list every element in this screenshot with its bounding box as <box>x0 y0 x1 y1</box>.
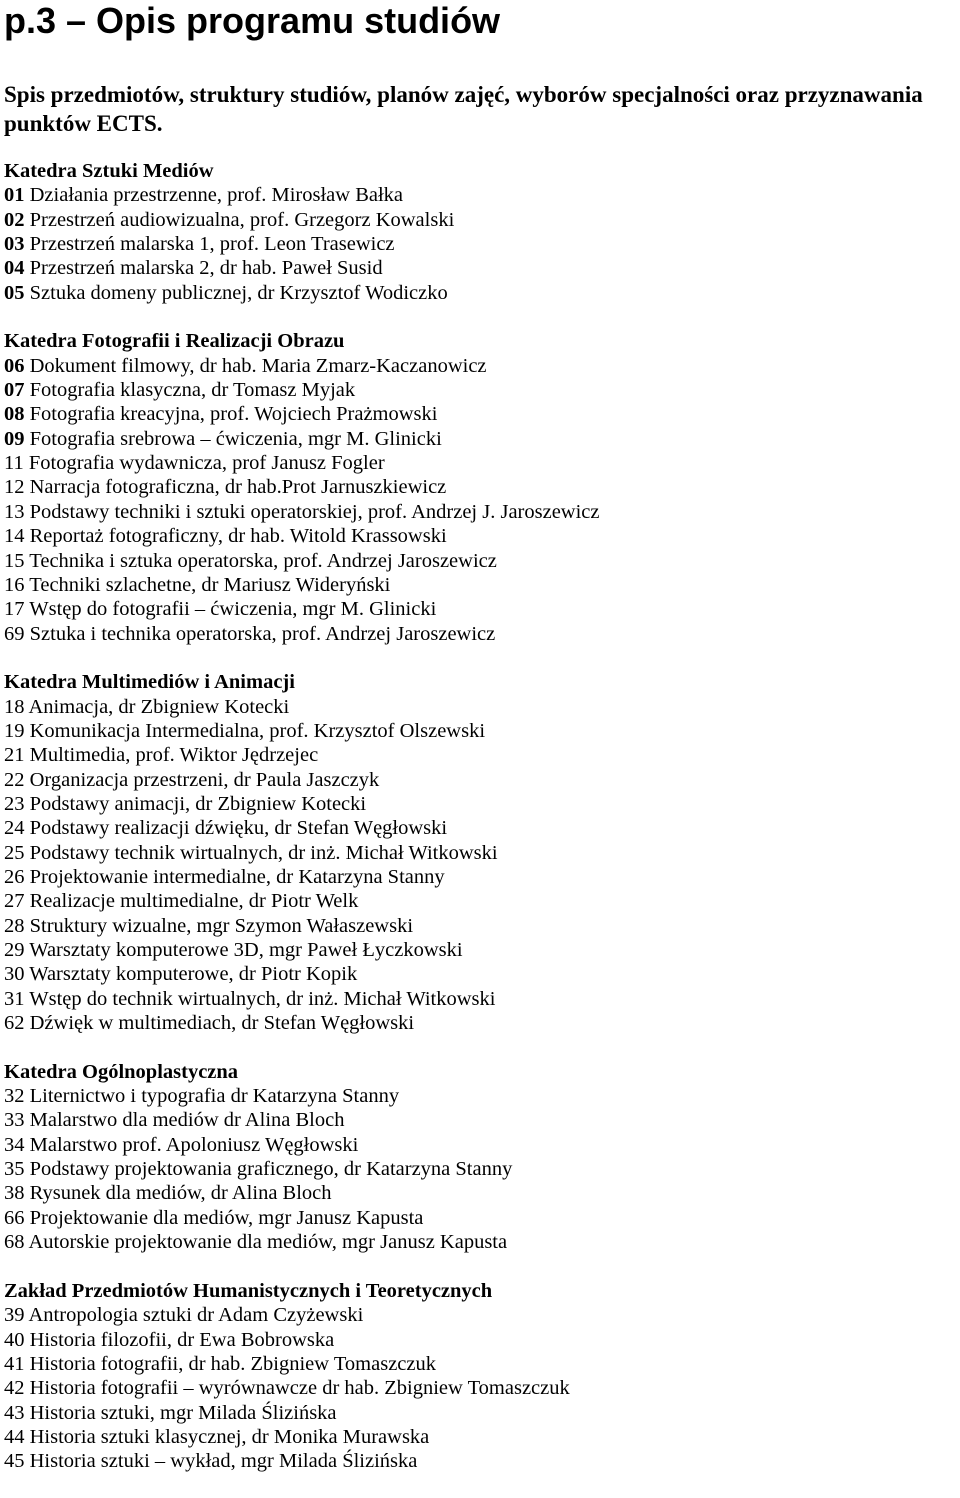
course-text: Podstawy animacji, dr Zbigniew Kotecki <box>24 792 367 815</box>
course-number: 13 <box>4 500 25 523</box>
course-item <box>4 549 959 573</box>
department-title: Zakład Przedmiotów Humanistycznych i Teoretycznych <box>4 1279 493 1302</box>
course-item <box>4 500 959 524</box>
course-number: 26 <box>4 865 25 888</box>
course-number: 30 <box>4 963 25 986</box>
course-number: 31 <box>4 987 25 1010</box>
course-item <box>4 1352 959 1376</box>
department-ogolnoplastyczna <box>4 1060 959 1255</box>
course-text: Animacja, dr Zbigniew Kotecki <box>24 695 290 718</box>
department-title: Katedra Multimediów i Animacji <box>4 671 295 694</box>
course-number: 15 <box>4 549 25 572</box>
department-fotografii <box>4 329 959 645</box>
course-number: 23 <box>4 792 25 815</box>
course-number: 06 <box>4 354 25 377</box>
course-number: 32 <box>4 1085 25 1108</box>
course-number: 38 <box>4 1182 25 1205</box>
department-title: Katedra Fotografii i Realizacji Obrazu <box>4 330 345 353</box>
course-text: Podstawy realizacji dźwięku, dr Stefan Węgłowski <box>24 817 448 840</box>
course-item <box>4 1084 959 1108</box>
course-text: Rysunek dla mediów, dr Alina Bloch <box>24 1182 332 1205</box>
course-text: Autorskie projektowanie dla mediów, mgr Janusz Kapusta <box>24 1231 508 1254</box>
course-text: Historia sztuki, mgr Milada Ślizińska <box>24 1401 337 1424</box>
course-item <box>4 597 959 621</box>
course-number: 27 <box>4 890 25 913</box>
course-text: Reportaż fotograficzny, dr hab. Witold Krassowski <box>24 525 447 548</box>
course-number: 42 <box>4 1377 25 1400</box>
department-multimediow <box>4 670 959 1035</box>
course-item <box>4 1449 959 1473</box>
course-item <box>4 768 959 792</box>
course-number: 16 <box>4 573 25 596</box>
department-title: Katedra Sztuki Mediów <box>4 160 214 182</box>
course-text: Historia filozofii, dr Ewa Bobrowska <box>24 1328 335 1351</box>
course-item <box>4 889 959 913</box>
course-item <box>4 719 959 743</box>
course-text: Projektowanie dla mediów, mgr Janusz Kapusta <box>24 1206 424 1229</box>
course-item <box>4 1425 959 1449</box>
course-text: Projektowanie intermedialne, dr Katarzyna Stanny <box>24 865 445 888</box>
course-text: Realizacje multimedialne, dr Piotr Welk <box>24 890 359 913</box>
course-item <box>4 816 959 840</box>
course-number: 68 <box>4 1231 25 1254</box>
course-number: 12 <box>4 476 25 499</box>
course-item <box>4 402 959 426</box>
course-item <box>4 256 959 280</box>
course-text: Malarstwo dla mediów dr Alina Bloch <box>24 1109 345 1132</box>
course-text: Fotografia kreacyjna, prof. Wojciech Prażmowski <box>24 403 438 426</box>
course-text: Warsztaty komputerowe, dr Piotr Kopik <box>24 963 358 986</box>
course-item <box>4 1181 959 1205</box>
course-text: Historia fotografii – wyrównawcze dr hab. Zbigniew Tomaszczuk <box>24 1377 570 1400</box>
course-number: 19 <box>4 719 25 742</box>
course-item <box>4 743 959 767</box>
course-number: 07 <box>4 379 25 402</box>
course-text: Działania przestrzenne, prof. Mirosław Bałka <box>24 184 404 207</box>
course-item <box>4 1230 959 1254</box>
course-number: 39 <box>4 1304 25 1327</box>
course-number: 21 <box>4 744 25 767</box>
course-text: Historia sztuki – wykład, mgr Milada Ślizińska <box>24 1450 418 1473</box>
course-number: 09 <box>4 427 25 450</box>
course-number: 02 <box>4 208 25 231</box>
course-text: Sztuka domeny publicznej, dr Krzysztof Wodiczko <box>24 281 448 304</box>
course-text: Przestrzeń malarska 2, dr hab. Paweł Susid <box>24 257 383 280</box>
course-item <box>4 914 959 938</box>
course-item <box>4 962 959 986</box>
page-title: p.3 – Opis programu studiów <box>4 0 501 41</box>
course-number: 45 <box>4 1450 25 1473</box>
course-number: 18 <box>4 695 25 718</box>
course-text: Komunikacja Intermedialna, prof. Krzysztof Olszewski <box>24 719 486 742</box>
course-text: Dokument filmowy, dr hab. Maria Zmarz-Kaczanowicz <box>24 354 487 377</box>
course-text: Struktury wizualne, mgr Szymon Wałaszewski <box>24 914 414 937</box>
course-item <box>4 865 959 889</box>
course-item <box>4 841 959 865</box>
course-list <box>4 159 959 1498</box>
course-item <box>4 475 959 499</box>
course-item <box>4 1011 959 1035</box>
course-item <box>4 281 959 305</box>
course-item <box>4 1328 959 1352</box>
course-text: Podstawy techniki i sztuki operatorskiej, prof. Andrzej J. Jaroszewicz <box>24 500 600 523</box>
course-number: 41 <box>4 1352 25 1375</box>
course-number: 24 <box>4 817 25 840</box>
course-item <box>4 1206 959 1230</box>
course-number: 33 <box>4 1109 25 1132</box>
course-item <box>4 1108 959 1132</box>
course-item <box>4 695 959 719</box>
course-item <box>4 524 959 548</box>
course-item <box>4 792 959 816</box>
course-text: Organizacja przestrzeni, dr Paula Jaszczyk <box>24 768 380 791</box>
course-text: Narracja fotograficzna, dr hab.Prot Jarnuszkiewicz <box>24 476 447 499</box>
course-number: 22 <box>4 768 25 791</box>
course-text: Wstęp do technik wirtualnych, dr inż. Michał Witkowski <box>24 987 496 1010</box>
page-subtitle: Spis przedmiotów, struktury studiów, planów zajęć, wyborów specjalności oraz przyznawania punktów ECTS. <box>4 82 923 136</box>
course-item <box>4 427 959 451</box>
course-number: 43 <box>4 1401 25 1424</box>
course-text: Dźwięk w multimediach, dr Stefan Węgłowski <box>24 1012 415 1035</box>
course-item <box>4 1133 959 1157</box>
course-number: 66 <box>4 1206 25 1229</box>
course-number: 05 <box>4 281 25 304</box>
course-number: 08 <box>4 403 25 426</box>
course-text: Wstęp do fotografii – ćwiczenia, mgr M. Glinicki <box>24 598 437 621</box>
course-number: 44 <box>4 1425 25 1448</box>
course-item <box>4 1401 959 1425</box>
course-number: 29 <box>4 939 25 961</box>
course-number: 62 <box>4 1012 25 1035</box>
course-text: Fotografia klasyczna, dr Tomasz Myjak <box>24 379 356 402</box>
course-text: Podstawy technik wirtualnych, dr inż. Michał Witkowski <box>24 841 498 864</box>
course-item <box>4 232 959 256</box>
course-text: Fotografia srebrowa – ćwiczenia, mgr M. Glinicki <box>24 427 442 450</box>
course-number: 01 <box>4 184 25 207</box>
course-item <box>4 208 959 232</box>
course-text: Malarstwo prof. Apoloniusz Węgłowski <box>24 1133 359 1156</box>
course-text: Historia fotografii, dr hab. Zbigniew Tomaszczuk <box>24 1352 436 1375</box>
course-item <box>4 1157 959 1181</box>
course-item <box>4 1376 959 1400</box>
course-text: Technika i sztuka operatorska, prof. Andrzej Jaroszewicz <box>24 549 497 572</box>
course-item <box>4 354 959 378</box>
course-item <box>4 987 959 1011</box>
course-number: 04 <box>4 257 25 280</box>
course-item <box>4 183 959 207</box>
course-text: Antropologia sztuki dr Adam Czyżewski <box>24 1304 364 1327</box>
course-text: Liternictwo i typografia dr Katarzyna Stanny <box>24 1085 400 1108</box>
course-number: 40 <box>4 1328 25 1351</box>
department-title: Katedra Ogólnoplastyczna <box>4 1060 239 1083</box>
course-number: 25 <box>4 841 25 864</box>
department-humanistycznych <box>4 1279 959 1474</box>
course-number: 14 <box>4 525 25 548</box>
course-text: Multimedia, prof. Wiktor Jędrzejec <box>24 744 319 767</box>
course-text: Sztuka i technika operatorska, prof. Andrzej Jaroszewicz <box>24 622 496 645</box>
course-number: 17 <box>4 598 25 621</box>
course-item <box>4 573 959 597</box>
course-text: Przestrzeń malarska 1, prof. Leon Trasewicz <box>24 233 395 256</box>
course-number: 11 <box>4 452 24 475</box>
course-text: Fotografia wydawnicza, prof Janusz Fogler <box>23 452 385 475</box>
course-text: Warsztaty komputerowe 3D, mgr Paweł Łyczkowski <box>24 939 463 961</box>
course-item <box>4 1303 959 1327</box>
course-text: Historia sztuki klasycznej, dr Monika Murawska <box>24 1425 430 1448</box>
course-number: 03 <box>4 233 25 256</box>
course-item <box>4 378 959 402</box>
department-sztuki-mediow <box>4 159 959 305</box>
course-item <box>4 938 959 962</box>
course-text: Przestrzeń audiowizualna, prof. Grzegorz Kowalski <box>24 208 455 231</box>
course-item <box>4 622 959 646</box>
course-text: Techniki szlachetne, dr Mariusz Wideryński <box>24 573 391 596</box>
course-number: 28 <box>4 914 25 937</box>
course-text: Podstawy projektowania graficznego, dr Katarzyna Stanny <box>24 1158 513 1181</box>
course-item <box>4 451 959 475</box>
course-number: 69 <box>4 622 25 645</box>
course-number: 35 <box>4 1158 25 1181</box>
course-number: 34 <box>4 1133 25 1156</box>
